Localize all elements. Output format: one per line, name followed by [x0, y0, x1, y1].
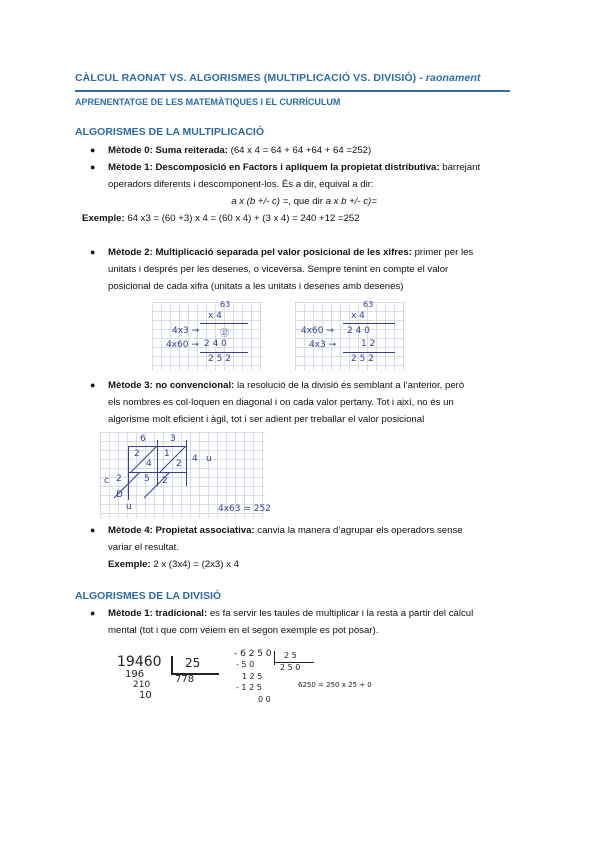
- hw-row1-value: ⑫: [220, 329, 230, 339]
- hw-step: - 1 2 5: [236, 683, 262, 692]
- division-method-1-line2: mental (tot i que com veiem en el segon exemple es pot posar).: [108, 625, 379, 636]
- hw-row2-value: 2 4 0: [204, 339, 227, 349]
- title-suffix: - raonament: [416, 72, 481, 84]
- lattice-digit: 6: [140, 434, 146, 444]
- lattice-digit: u: [206, 454, 212, 464]
- method-1-example: [82, 210, 512, 227]
- method-3-text: la resolució de la divisió és semblant a l’anterior, però: [234, 380, 465, 391]
- hw-row1: 4x60 →: [301, 326, 334, 336]
- method-0-item: [90, 142, 520, 159]
- hw-divisor: 2 5: [284, 651, 297, 660]
- hw-row2: 4x3 →: [309, 340, 337, 350]
- hw-row2: 4x60 →: [166, 340, 199, 350]
- hw-check: 6250 = 250 x 25 + 0: [298, 681, 372, 689]
- method-4-item: [90, 522, 520, 574]
- method-3-item: [90, 377, 520, 429]
- method-3-label: Mètode 3: no convencional:: [108, 380, 235, 391]
- page-subtitle: APRENENTATGE DE LES MATEMÀTIQUES I EL CURRÍCULUM: [75, 97, 341, 107]
- hw-step: 1 2 5: [242, 672, 263, 681]
- bullet: ●: [90, 247, 96, 257]
- bullet: ●: [90, 608, 96, 618]
- method-4-line2: variar el resultat.: [108, 542, 179, 553]
- hw-divisor: 25: [185, 656, 201, 670]
- hw-line: [343, 352, 395, 353]
- method-1-label: Mètode 1: Descomposició en Factors i apliquem la propietat distributiva:: [108, 162, 440, 173]
- method-3-line3: algorisme molt eficient i àgil, tot i ser adient per treballar el valor posicional: [108, 414, 425, 425]
- formula-mid: , que dir: [288, 196, 326, 207]
- example-text: 2 x (3x4) = (2x3) x 4: [150, 559, 239, 570]
- bullet: ●: [90, 145, 96, 155]
- hw-step: 0 0: [258, 695, 271, 704]
- hw-mult: x 4: [208, 311, 222, 321]
- hw-line: [343, 323, 395, 324]
- division-method-1-text: es fa servir les taules de multiplicar i la resta a partir del càlcul: [207, 608, 474, 619]
- title-main: CÀLCUL RAONAT VS. ALGORISMES (MULTIPLICACIÓ VS. DIVISIÓ): [75, 72, 417, 84]
- bullet: ●: [90, 525, 96, 535]
- bullet: ●: [90, 380, 96, 390]
- lattice-digit: 2: [176, 459, 182, 469]
- lattice-digit: 2: [134, 449, 140, 459]
- hw-dividend: - 6 2 5 0: [234, 649, 272, 659]
- method-0-label: Mètode 0: Suma reiterada:: [108, 145, 228, 156]
- hw-top: 63: [363, 300, 374, 309]
- hw-total: 2 5 2: [351, 354, 374, 364]
- method-1-text: barrejant: [439, 162, 481, 173]
- method-2-line2: unitats i després per les desenes, o viceversa. Sempre tenint en compte el valor: [108, 264, 449, 275]
- method-3-line2: els nombres es col·loquen en diagonal i on cada valor pertany. Tot i així, no és un: [108, 397, 454, 408]
- method-2-text: primer per les: [411, 247, 474, 258]
- example-label: Exemple:: [82, 213, 125, 224]
- handwritten-multiplication-1: [152, 302, 262, 370]
- hw-remainder: 210: [133, 680, 151, 690]
- hw-remainder: 196: [125, 669, 145, 680]
- hw-step: - 5 0: [236, 660, 255, 669]
- handwritten-division-2: [232, 645, 392, 707]
- formula-b: a x b +/- c)=: [325, 196, 377, 207]
- handwritten-division-1: [115, 650, 225, 706]
- method-2-line3: posicional de cada xifra (unitats a les unitats i desenes amb desenes): [108, 281, 404, 292]
- lattice-digit: 2: [116, 474, 122, 484]
- lattice-digit: 3: [170, 434, 176, 444]
- method-4-text: canvia la manera d’agrupar els operadors sense: [254, 525, 463, 536]
- lattice-label: D: [116, 490, 123, 500]
- hw-quotient: 2 5 0: [280, 663, 301, 672]
- hw-line: [200, 323, 248, 324]
- method-4-label: Mètode 4: Propietat associativa:: [108, 525, 255, 536]
- hw-top: 63: [220, 300, 231, 309]
- method-1-line2: operadors diferents i descomponent-los. És a dir, equival a dir:: [108, 179, 374, 190]
- method-2-label: Mètode 2: Multiplicació separada pel valor posicional de les xifres:: [108, 247, 412, 258]
- handwritten-multiplication-2: [295, 302, 405, 370]
- example-label: Exemple:: [108, 559, 151, 570]
- formula-a: a x (b +/- c) =: [231, 196, 289, 207]
- lattice-label: u: [126, 502, 132, 512]
- hw-row2-value: 1 2: [361, 339, 376, 349]
- hw-division-bar: [171, 656, 173, 674]
- lattice-digit: 4: [192, 454, 198, 464]
- lattice-label: c: [104, 476, 109, 486]
- page-title: [75, 72, 480, 84]
- lattice-digit: 2: [162, 476, 168, 486]
- hw-dividend: 19460: [117, 654, 162, 670]
- handwritten-lattice-multiplication: [100, 432, 271, 518]
- hw-remainder: 10: [139, 690, 152, 701]
- hw-row1: 4x3 →: [172, 326, 200, 336]
- lattice-digit: 5: [144, 474, 150, 484]
- lattice-digit: 1: [164, 449, 170, 459]
- bullet: ●: [90, 162, 96, 172]
- method-0-text: (64 x 4 = 64 + 64 +64 + 64 =252): [227, 145, 372, 156]
- lattice-result: 4x63 = 252: [218, 504, 271, 514]
- method-2-item: [90, 244, 520, 296]
- method-1-formula: [88, 193, 520, 210]
- multiplication-heading: ALGORISMES DE LA MULTIPLICACIÓ: [75, 126, 264, 138]
- lattice-digit: 4: [146, 459, 152, 469]
- example-text: 64 x3 = (60 +3) x 4 = (60 x 4) + (3 x 4) = 240 +12 =252: [124, 213, 360, 224]
- hw-line: [200, 352, 248, 353]
- hw-total: 2 5 2: [208, 354, 231, 364]
- division-method-1-item: [90, 605, 520, 641]
- division-heading: ALGORISMES DE LA DIVISIÓ: [75, 590, 222, 602]
- hw-quotient: 778: [175, 674, 195, 685]
- title-rule: [75, 90, 510, 92]
- hw-row1-value: 2 4 0: [347, 326, 370, 336]
- hw-mult: x 4: [351, 311, 365, 321]
- division-method-1-label: Mètode 1: tradicional:: [108, 608, 208, 619]
